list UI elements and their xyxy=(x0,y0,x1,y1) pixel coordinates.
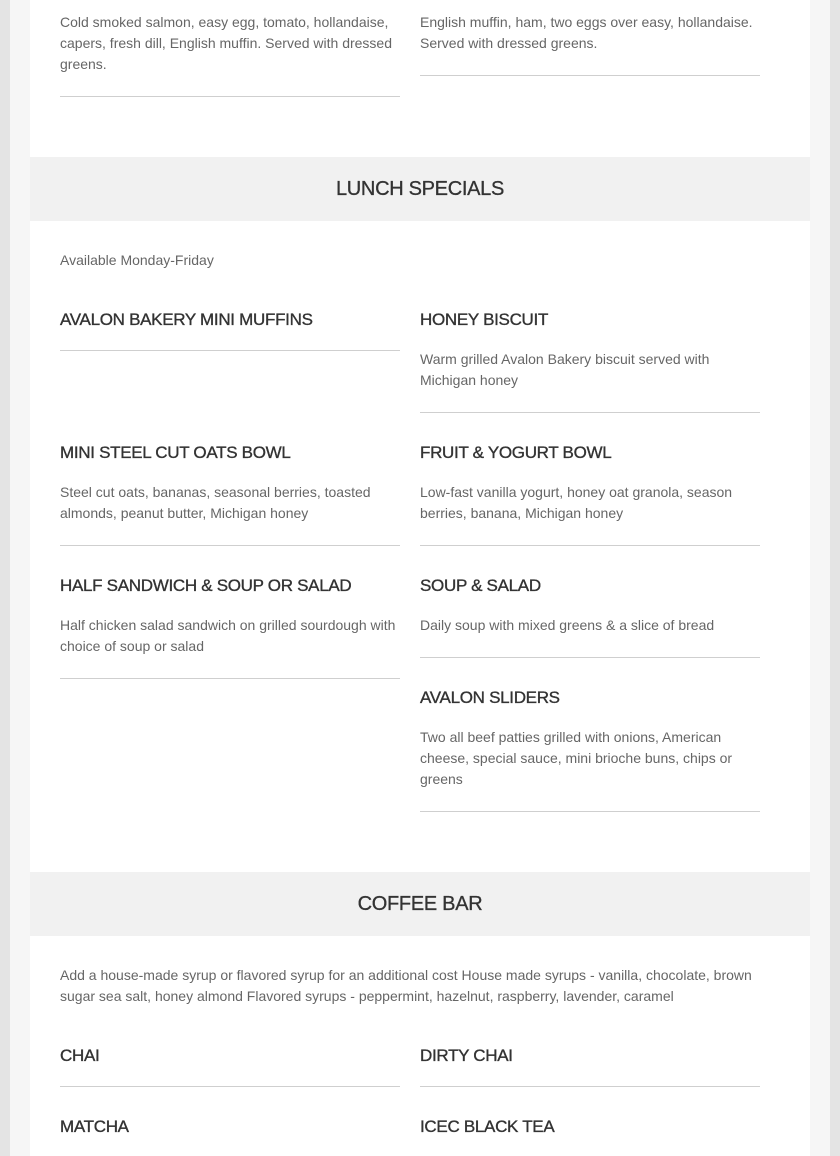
divider xyxy=(420,545,760,546)
divider xyxy=(60,678,400,679)
section-header-lunch xyxy=(30,157,810,221)
menu-item-title: HONEY BISCUIT xyxy=(420,310,549,329)
menu-item-description: Half chicken salad sandwich on grilled sourdough with choice of soup or salad xyxy=(60,617,396,654)
menu-item-description: Low-fast vanilla yogurt, honey oat granola, season berries, banana, Michigan honey xyxy=(420,484,733,521)
divider xyxy=(60,545,400,546)
divider xyxy=(420,75,760,76)
divider xyxy=(420,657,760,658)
divider xyxy=(60,350,400,351)
menu-item-description: Two all beef patties grilled with onions, American cheese, special sauce, mini brioche buns, chips or greens xyxy=(420,729,733,787)
menu-item-classic-benedict xyxy=(420,12,760,54)
menu-item-description: Cold smoked salmon, easy egg, tomato, hollandaise, capers, fresh dill, English muffin. Served with dressed greens. xyxy=(60,14,393,72)
menu-item xyxy=(60,442,400,524)
section-title: COFFEE BAR xyxy=(357,892,483,915)
section-header-coffee xyxy=(30,872,810,936)
menu-item-title: ICEC BLACK TEA xyxy=(420,1117,555,1136)
divider xyxy=(60,1086,400,1087)
menu-item xyxy=(60,309,400,331)
menu-item-description: Steel cut oats, bananas, seasonal berries, toasted almonds, peanut butter, Michigan honey xyxy=(60,484,371,521)
availability-note: Available Monday-Friday xyxy=(60,252,214,268)
menu-item xyxy=(60,1116,400,1138)
menu-item-title: DIRTY CHAI xyxy=(420,1046,513,1065)
menu-item-description: English muffin, ham, two eggs over easy, hollandaise. Served with dressed greens. xyxy=(420,14,753,51)
menu-item xyxy=(420,575,760,636)
menu-item xyxy=(60,1045,400,1067)
menu-item xyxy=(420,687,760,790)
menu-item xyxy=(420,442,760,524)
menu-item-title: MATCHA xyxy=(60,1117,129,1136)
menu-item-title: CHAI xyxy=(60,1046,100,1065)
divider xyxy=(420,412,760,413)
menu-item-title: AVALON SLIDERS xyxy=(420,688,560,707)
menu-item xyxy=(420,1116,760,1138)
menu-item xyxy=(420,309,760,391)
menu-item xyxy=(420,1045,760,1067)
menu-item-title: SOUP & SALAD xyxy=(420,576,541,595)
divider xyxy=(60,96,400,97)
menu-item-title: AVALON BAKERY MINI MUFFINS xyxy=(60,310,313,329)
menu-item-salmon-benedict xyxy=(60,12,400,75)
menu-item-title: MINI STEEL CUT OATS BOWL xyxy=(60,443,291,462)
menu-item xyxy=(60,575,400,657)
divider xyxy=(420,1086,760,1087)
menu-item-title: FRUIT & YOGURT BOWL xyxy=(420,443,612,462)
menu-item-description: Warm grilled Avalon Bakery biscuit served with Michigan honey xyxy=(420,351,710,388)
menu-item-description: Daily soup with mixed greens & a slice of bread xyxy=(420,617,715,633)
section-title: LUNCH SPECIALS xyxy=(335,177,505,200)
menu-item-title: HALF SANDWICH & SOUP OR SALAD xyxy=(60,576,352,595)
divider xyxy=(420,811,760,812)
syrup-note: Add a house-made syrup or flavored syrup for an additional cost House made syrups - vanilla, chocolate, brown sugar sea salt, honey almond Flavored syrups - peppermint, hazelnut, raspberry, lavender, caramel xyxy=(60,967,752,1004)
